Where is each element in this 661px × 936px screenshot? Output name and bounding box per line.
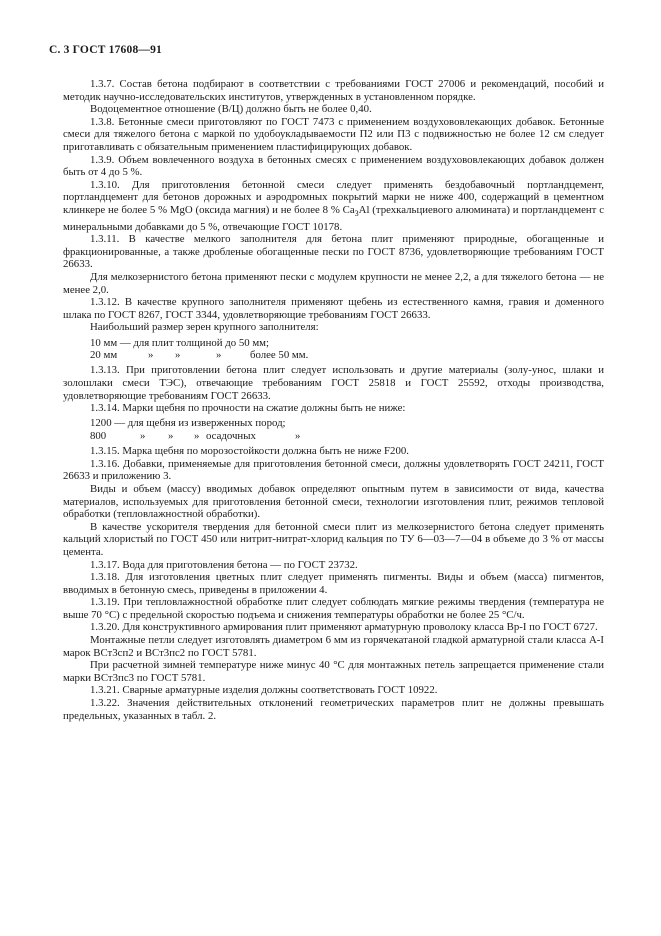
clause-1-3-16-additives: Виды и объем (массу) вводимых добавок определяют опытным путем в зависимости от вида, качества материалов, используемых для приготовления бетонной смеси, технологии изготовления плит, режимов тепловой обработки (тепловлажностной обработки).: [63, 482, 604, 521]
clause-1-3-10-part-b: Al (трехкальциевого алюмината) и портландцемент с минеральными добавками до 5 %, отвечающие ГОСТ 10178.: [63, 203, 604, 233]
ditto-mark: »: [194, 429, 200, 442]
document-body: [63, 78, 604, 722]
ditto-mark: »: [175, 349, 181, 362]
clause-1-3-18: 1.3.18. Для изготовления цветных плит следует применять пигменты. Виды и объем (масса) пигментов, вводимых в бетонную смесь, приведены в приложении 4.: [63, 571, 604, 596]
ditto-mark: »: [148, 349, 154, 362]
clause-1-3-13: 1.3.13. При приготовлении бетона плит следует использовать и другие материалы (золу-унос, шлаки и золошлаки смеси ТЭС), отвечающие требованиям ГОСТ 25818 и ГОСТ 25592, отходы производства, удовлетворяющие требованиям ГОСТ 26633.: [63, 364, 604, 402]
clause-1-3-16-accelerator: В качестве ускорителя твердения для бетонной смеси плит из мелкозернистого бетона следует применять кальций хлористый по ГОСТ 450 или нитрит-нитрат-хлорид кальция по ТУ 6—03—7—04 в объеме до 3 % от массы цемента.: [63, 520, 604, 558]
clause-1-3-20-loops: Монтажные петли следует изготовлять диаметром 6 мм из горячекатаной гладкой арматурной стали класса А-I марок ВСт3сп2 и ВСт3пс2 по ГОСТ 5781.: [63, 634, 604, 659]
clause-1-3-19: 1.3.19. При тепловлажностной обработке плит следует соблюдать мягкие режимы твердения (температура не выше 70 °С) с предельной скоростью подъема и снижения температуры обработки не более 25 °С/ч.: [63, 596, 604, 621]
clause-1-3-15: 1.3.15. Марка щебня по морозостойкости должна быть не ниже F200.: [90, 445, 409, 458]
clause-1-3-9: 1.3.9. Объем вовлеченного воздуха в бетонных смесях с применением воздухововлекающих добавок должен быть от 4 до 5 %.: [63, 153, 604, 179]
clause-1-3-10: [63, 179, 604, 234]
clause-1-3-22: 1.3.22. Значения действительных отклонений геометрических параметров плит не должны превышать предельных, указанных в табл. 2.: [63, 697, 604, 722]
clause-1-3-7-wc-ratio: Водоцементное отношение (В/Ц) должно быть не более 0,40.: [90, 103, 372, 116]
clause-1-3-16: 1.3.16. Добавки, применяемые для приготовления бетонной смеси, должны удовлетворять ГОСТ 24211, ГОСТ 26633 и приложению 3.: [63, 457, 604, 483]
clause-1-3-14: 1.3.14. Марки щебня по прочности на сжатие должны быть не ниже:: [90, 402, 406, 415]
clause-1-3-10-part-a: 1.3.10. Для приготовления бетонной смеси следует применять бездобавочный портландцемент, портландцемент для бетонов дорожных и аэродромных покрытий марки не ниже 400, содержащий в цементном клинкере не более 5 % MgO (оксида магния) и не более 8 % Ca: [63, 178, 604, 216]
clause-1-3-14-grade-1200: 1200 — для щебня из изверженных пород;: [90, 417, 286, 430]
clause-1-3-12-size-20: [63, 349, 604, 362]
ditto-mark: »: [295, 429, 301, 442]
ditto-mark: »: [216, 349, 222, 362]
clause-1-3-8: 1.3.8. Бетонные смеси приготовляют по ГОСТ 7473 с применением воздухововлекающих добавок. Бетонные смеси для тяжелого бетона с маркой по удобоукладываемости П2 или П3 с подвижностью не более 12 см следует приготавливать с обязательным применением пластифицирующих добавок.: [63, 115, 604, 153]
clause-1-3-20-winter: При расчетной зимней температуре ниже минус 40 °С для монтажных петель запрещается применение стали марки ВСт3пс3 по ГОСТ 5781.: [63, 659, 604, 684]
clause-1-3-12: 1.3.12. В качестве крупного заполнителя применяют щебень из естественного камня, гравия и доменного шлака по ГОСТ 8267, ГОСТ 3344, удовлетворяющие требованиям ГОСТ 26633.: [63, 296, 604, 321]
grade-row-value: 800: [90, 429, 107, 442]
clause-1-3-12-max-size: Наибольший размер зерен крупного заполнителя:: [90, 321, 319, 334]
size-row-value: 20 мм: [90, 349, 118, 362]
grade-row-text: осадочных: [206, 429, 256, 442]
page-header: С. 3 ГОСТ 17608—91: [49, 44, 162, 56]
clause-1-3-11: 1.3.11. В качестве мелкого заполнителя для бетона плит применяют природные, обогащенные и фракционированные, а также дробленые обогащенные пески по ГОСТ 8736, удовлетворяющие требованиям ГОСТ 26633.: [63, 233, 604, 271]
ditto-mark: »: [140, 429, 146, 442]
clause-1-3-12-size-10: 10 мм — для плит толщиной до 50 мм;: [90, 336, 269, 349]
size-row-text: более 50 мм.: [250, 349, 309, 362]
clause-1-3-21: 1.3.21. Сварные арматурные изделия должны соответствовать ГОСТ 10922.: [90, 684, 438, 697]
ditto-mark: »: [168, 429, 174, 442]
clause-1-3-17: 1.3.17. Вода для приготовления бетона — по ГОСТ 23732.: [90, 558, 358, 571]
clause-1-3-10-subscript: 3: [354, 209, 359, 219]
clause-1-3-14-grade-800: [63, 430, 604, 443]
clause-1-3-11-fine-concrete: Для мелкозернистого бетона применяют пески с модулем крупности не менее 2,2, а для тяжелого бетона — не менее 2,0.: [63, 271, 604, 296]
clause-1-3-20: 1.3.20. Для конструктивного армирования плит применяют арматурную проволоку класса Вр-I по ГОСТ 6727.: [90, 621, 598, 634]
clause-1-3-7: 1.3.7. Состав бетона подбирают в соответствии с требованиями ГОСТ 27006 и рекомендаций, пособий и методик научно-исследовательских институтов, утвержденных в установленном порядке.: [63, 78, 604, 103]
